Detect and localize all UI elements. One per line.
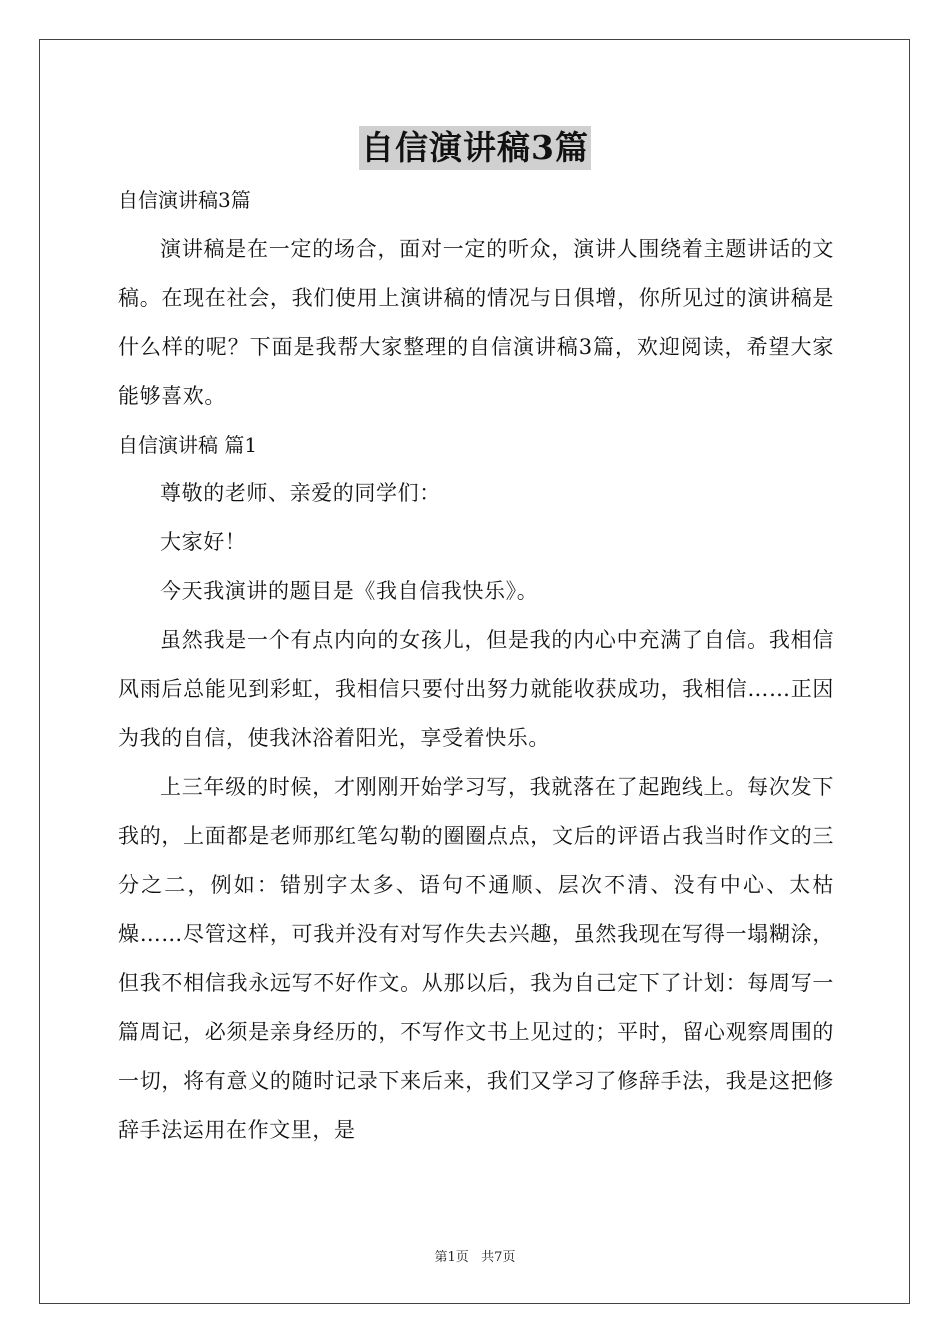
greeting-paragraph: 大家好！ [160,530,247,554]
document-subtitle-heading: 自信演讲稿3篇 [118,188,251,212]
body-paragraph: 上三年级的时候，才刚刚开始学习写，我就落在了起跑线上。每次发下我的，上面都是老师那红笔勾勒的圈圈点点，文后的评语占我当时作文的三分之二，例如：错别字太多、语句不通顺、层次不清、没有中心、太枯燥……尽管这样，可我并没有对写作失去兴趣，虽然我现在写得一塌糊涂，但我不相信我永远写不好作文。从那以后，我为自己定下了计划：每周写一篇周记，必须是亲身经历的，不写作文书上见过的；平时，留心观察周围的一切，将有意义的随时记录下来后来，我们又学习了修辞手法，我是这把修辞手法运用在作文里，是 [118,775,834,1142]
salutation-paragraph: 尊敬的老师、亲爱的同学们： [160,481,441,505]
page-footer: 第1页 共7页 [434,1250,516,1265]
document-body [118,176,834,1155]
topic-paragraph: 今天我演讲的题目是《我自信我快乐》。 [160,579,539,603]
section-heading-1: 自信演讲稿 篇1 [118,433,258,457]
title-wrapper [0,126,950,170]
document-title: 自信演讲稿3篇 [359,126,591,170]
body-paragraph: 虽然我是一个有点内向的女孩儿，但是我的内心中充满了自信。我相信风雨后总能见到彩虹，我相信只要付出努力就能收获成功，我相信……正因为我的自信，使我沐浴着阳光，享受着快乐。 [118,628,834,750]
intro-paragraph: 演讲稿是在一定的场合，面对一定的听众，演讲人围绕着主题讲话的文稿。在现在社会，我们使用上演讲稿的情况与日俱增，你所见过的演讲稿是什么样的呢？下面是我帮大家整理的自信演讲稿3篇，欢迎阅读，希望大家能够喜欢。 [118,237,834,408]
